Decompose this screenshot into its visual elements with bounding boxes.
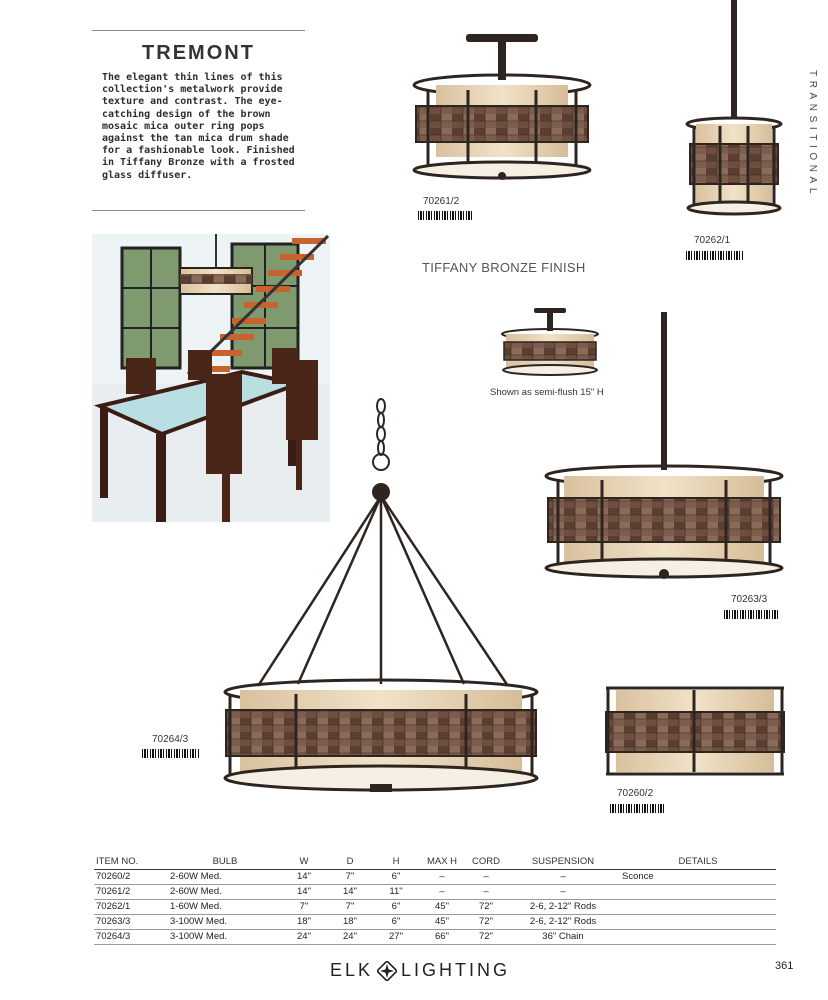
product-code-70263: 70263/3 bbox=[731, 594, 768, 605]
barcode-70261 bbox=[418, 211, 473, 220]
table-cell: 14" bbox=[326, 885, 374, 900]
table-cell bbox=[620, 915, 776, 930]
product-code-70261: 70261/2 bbox=[423, 196, 460, 207]
product-code-70262: 70262/1 bbox=[694, 235, 731, 246]
product-code-70264: 70264/3 bbox=[152, 734, 189, 745]
table-cell: 24" bbox=[282, 930, 326, 945]
col-bulb: BULB bbox=[168, 855, 282, 870]
col-h: H bbox=[374, 855, 418, 870]
barcode-70263 bbox=[724, 610, 780, 619]
fixture-70264-image bbox=[218, 396, 544, 800]
table-cell: – bbox=[466, 885, 506, 900]
table-cell: 45" bbox=[418, 900, 466, 915]
table-cell: 45" bbox=[418, 915, 466, 930]
table-cell: – bbox=[418, 870, 466, 885]
table-cell: 3-100W Med. bbox=[168, 915, 282, 930]
collection-description: The elegant thin lines of this collection's metalwork provide texture and contrast. The eye-catching design of the brown mosaic mica outer ring pops against the tan mica drum shade for a fashionable look. Finished in Tiffany Bronze with a frosted glass diffuser. bbox=[102, 72, 295, 181]
table-row bbox=[94, 900, 776, 915]
table-cell: 70264/3 bbox=[94, 930, 168, 945]
table-cell: – bbox=[506, 885, 620, 900]
table-cell: 1-60W Med. bbox=[168, 900, 282, 915]
barcode-70262 bbox=[686, 251, 743, 260]
table-cell: 2-60W Med. bbox=[168, 870, 282, 885]
col-w: W bbox=[282, 855, 326, 870]
intro-bottom-rule bbox=[92, 210, 305, 211]
table-cell: – bbox=[418, 885, 466, 900]
table-row bbox=[94, 870, 776, 885]
collection-title: TREMONT bbox=[142, 42, 255, 64]
intro-top-rule bbox=[92, 30, 305, 31]
table-cell: 66" bbox=[418, 930, 466, 945]
table-cell bbox=[620, 885, 776, 900]
table-cell: 24" bbox=[326, 930, 374, 945]
spec-table bbox=[94, 855, 776, 945]
fixture-70263-image bbox=[542, 312, 786, 580]
brand-logo bbox=[330, 960, 510, 981]
style-category-label: TRANSITIONAL bbox=[807, 70, 818, 198]
table-cell: 70260/2 bbox=[94, 870, 168, 885]
table-cell: Sconce bbox=[620, 870, 776, 885]
table-cell: 2-6, 2-12" Rods bbox=[506, 915, 620, 930]
col-cord: CORD bbox=[466, 855, 506, 870]
table-row bbox=[94, 930, 776, 945]
table-cell: 7" bbox=[282, 900, 326, 915]
semi-flush-caption: Shown as semi-flush 15" H bbox=[490, 387, 604, 398]
table-cell: 70262/1 bbox=[94, 900, 168, 915]
table-cell: 72" bbox=[466, 915, 506, 930]
diamond-star-icon bbox=[377, 961, 397, 981]
col-d: D bbox=[326, 855, 374, 870]
logo-text-right: LIGHTING bbox=[401, 960, 511, 980]
table-cell: – bbox=[466, 870, 506, 885]
table-row bbox=[94, 915, 776, 930]
table-cell: 27" bbox=[374, 930, 418, 945]
table-cell: 18" bbox=[282, 915, 326, 930]
table-cell bbox=[620, 930, 776, 945]
table-cell: 2-6, 2-12" Rods bbox=[506, 900, 620, 915]
table-cell: 36" Chain bbox=[506, 930, 620, 945]
table-cell bbox=[620, 900, 776, 915]
table-cell: 70263/3 bbox=[94, 915, 168, 930]
spec-table-header bbox=[94, 855, 776, 870]
fixture-70261-image bbox=[408, 30, 596, 182]
table-cell: 72" bbox=[466, 930, 506, 945]
col-max-h: MAX H bbox=[418, 855, 466, 870]
table-cell: – bbox=[506, 870, 620, 885]
table-cell: 18" bbox=[326, 915, 374, 930]
table-cell: 6" bbox=[374, 915, 418, 930]
table-cell: 7" bbox=[326, 870, 374, 885]
logo-text-left: ELK bbox=[330, 960, 374, 980]
product-code-70260: 70260/2 bbox=[617, 788, 654, 799]
col-suspension: SUSPENSION bbox=[506, 855, 620, 870]
table-cell: 6" bbox=[374, 870, 418, 885]
col-details: DETAILS bbox=[620, 855, 776, 870]
table-cell: 7" bbox=[326, 900, 374, 915]
table-cell: 6" bbox=[374, 900, 418, 915]
table-cell: 2-60W Med. bbox=[168, 885, 282, 900]
table-cell: 14" bbox=[282, 885, 326, 900]
table-cell: 14" bbox=[282, 870, 326, 885]
fixture-70262-image bbox=[684, 0, 784, 220]
table-row bbox=[94, 885, 776, 900]
page-number: 361 bbox=[775, 960, 794, 972]
barcode-70264 bbox=[142, 749, 199, 758]
col-item-no: ITEM NO. bbox=[94, 855, 168, 870]
barcode-70260 bbox=[610, 804, 666, 813]
table-cell: 11" bbox=[374, 885, 418, 900]
table-cell: 72" bbox=[466, 900, 506, 915]
table-cell: 70261/2 bbox=[94, 885, 168, 900]
fixture-70260-image bbox=[602, 684, 788, 778]
finish-label: TIFFANY BRONZE FINISH bbox=[422, 260, 586, 275]
table-cell: 3-100W Med. bbox=[168, 930, 282, 945]
